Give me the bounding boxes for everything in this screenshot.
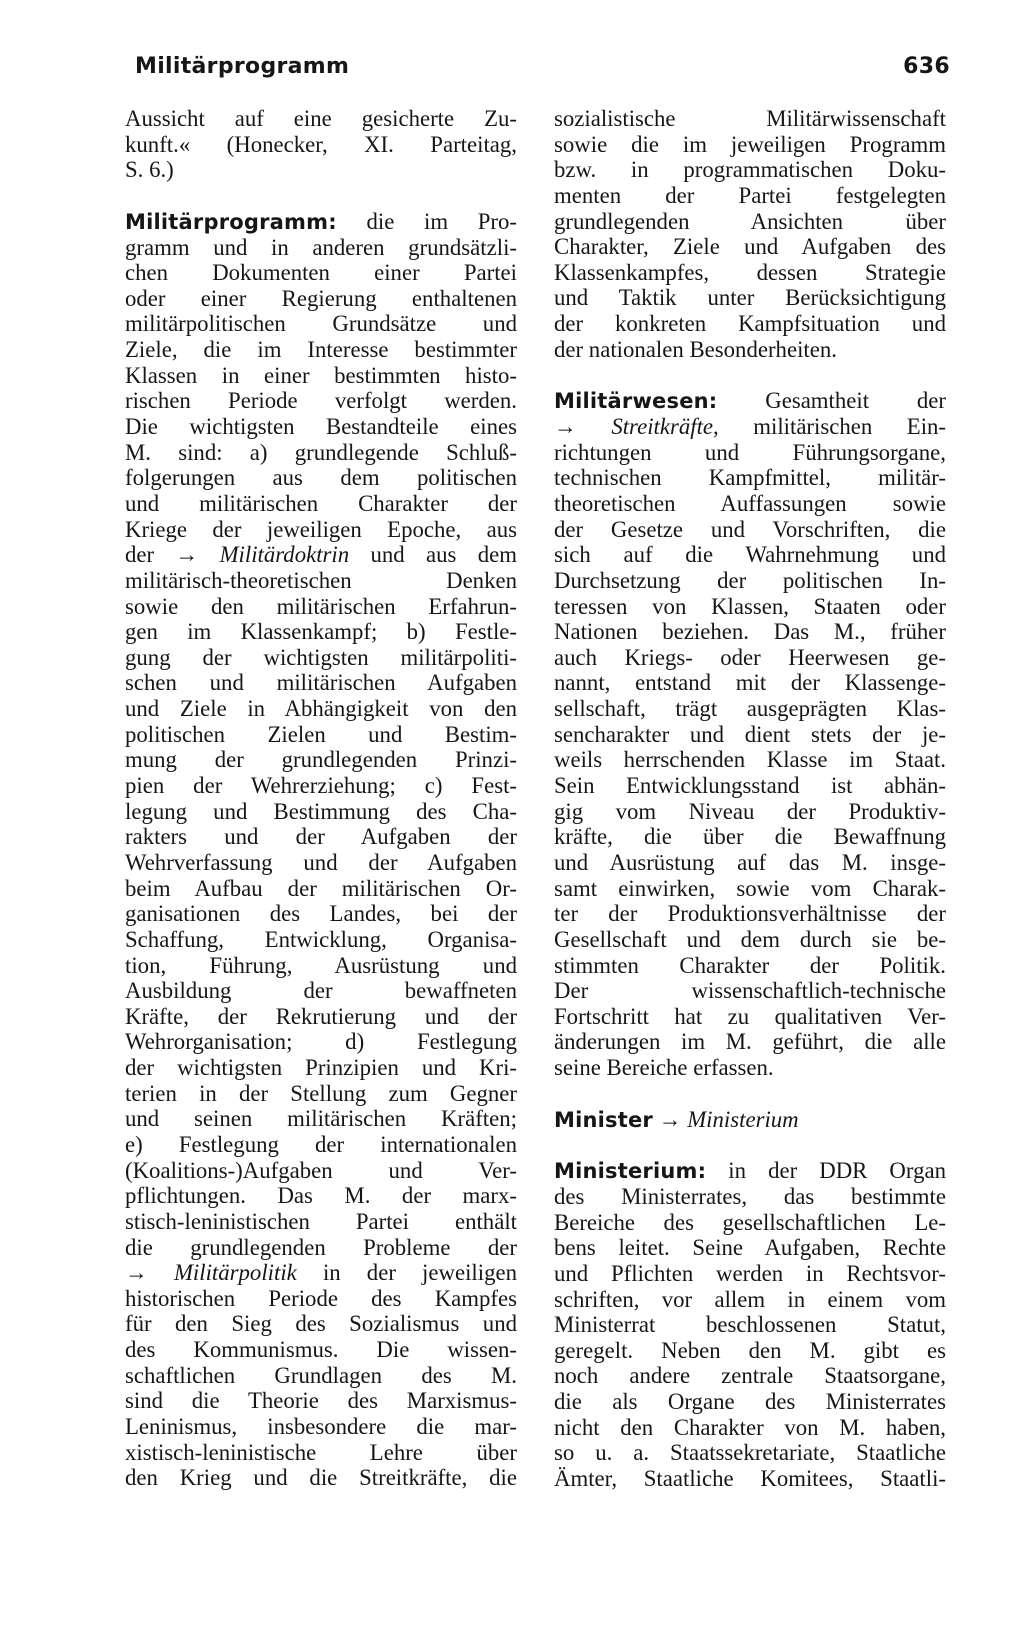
cross-reference-militaerpolitik[interactable]: Militärpolitik [173, 1260, 297, 1286]
text-line: bens leitet. Seine Aufgaben, Rechte [554, 1235, 946, 1261]
text-span: militärischen Ein- [753, 414, 947, 440]
text-line: richtungen und Führungsorgane, [554, 439, 946, 465]
text-line: grundlegenden Ansichten über [554, 208, 946, 234]
text-span: der [125, 542, 155, 568]
text-line: chen Dokumenten einer Partei [125, 260, 517, 286]
text-line: e) Festlegung der internationalen [125, 1131, 517, 1157]
text-line: schen und militärischen Aufgaben [125, 670, 517, 696]
text-line [125, 209, 517, 235]
page-number: 636 [903, 54, 950, 79]
text-line: weils herrschenden Klasse im Staat. [554, 747, 946, 773]
text-line [554, 388, 946, 414]
text-line: und Pflichten werden in Rechtsvor- [554, 1260, 946, 1286]
text-line: Ministerrat beschlossenen Statut, [554, 1312, 946, 1338]
text-line: xistisch-leninistische Lehre über [125, 1439, 517, 1465]
text-span: in der jeweiligen [322, 1260, 517, 1286]
continuation-paragraph [125, 106, 517, 183]
text-line: technischen Kampfmittel, militär- [554, 465, 946, 491]
text-line: Bereiche des gesellschaftlichen Le- [554, 1209, 946, 1235]
text-line: Charakter, Ziele und Aufgaben des [554, 234, 946, 260]
text-line: ter der Produktionsverhältnisse der [554, 901, 946, 927]
text-line: des Ministerrates, das bestimmte [554, 1183, 946, 1209]
headword-militaerprogramm: Militärprogramm: [125, 209, 337, 234]
text-line: (Koalitions-)Aufgaben und Ver- [125, 1157, 517, 1183]
text-span: Gesamtheit der [765, 388, 946, 414]
text-line: M. sind: a) grundlegende Schluß- [125, 439, 517, 465]
headword-ministerium: Ministerium: [554, 1159, 707, 1184]
text-line: kräfte, die über die Bewaffnung [554, 824, 946, 850]
text-line [125, 1260, 517, 1286]
text-line: Gesellschaft und dem durch sie be- [554, 926, 946, 952]
entry-militaerwesen [554, 388, 946, 1080]
text-line: Wehrorganisation; d) Festlegung [125, 1029, 517, 1055]
text-line [125, 542, 517, 568]
text-line: die als Organe des Ministerrates [554, 1389, 946, 1415]
text-span: die im Pro- [366, 208, 518, 234]
text-line: sowie den militärischen Erfahrun- [125, 593, 517, 619]
headword-militaerwesen: Militärwesen: [554, 389, 718, 414]
text-line: so u. a. Staatssekretariate, Staatliche [554, 1440, 946, 1466]
text-line: Der wissenschaftlich-technische [554, 978, 946, 1004]
arrow-right-icon: → [125, 1260, 148, 1286]
text-line: schriften, vor allem in einem vom [554, 1286, 946, 1312]
left-column [125, 106, 517, 1491]
text-line: Ausbildung der bewaffneten [125, 978, 517, 1004]
text-line: rakters und der Aufgaben der [125, 824, 517, 850]
text-line: Kräfte, der Rekrutierung und der [125, 1003, 517, 1029]
text-line: teressen von Klassen, Staaten oder [554, 593, 946, 619]
text-line: sich auf die Wahrnehmung und [554, 542, 946, 568]
continuation-paragraph [554, 106, 946, 362]
text-line: sowie die im jeweiligen Programm [554, 131, 946, 157]
text-line: Ziele, die im Interesse bestimmter [125, 337, 517, 363]
text-line: für den Sieg des Sozialismus und [125, 1311, 517, 1337]
text-line: stisch-leninistischen Partei enthält [125, 1208, 517, 1234]
right-column [554, 106, 946, 1492]
text-line: theoretischen Auffassungen sowie [554, 490, 946, 516]
text-line: Klassenkampfes, dessen Strategie [554, 259, 946, 285]
text-line: sencharakter und dient stets der je- [554, 721, 946, 747]
text-line [554, 1158, 946, 1184]
text-line: beim Aufbau der militärischen Or- [125, 875, 517, 901]
headword-minister: Minister [554, 1107, 653, 1132]
text-line: und seinen militärischen Kräften; [125, 1106, 517, 1132]
text-line: samt einwirken, sowie vom Charak- [554, 875, 946, 901]
text-line: pien der Wehrerziehung; c) Fest- [125, 773, 517, 799]
text-line: änderungen im M. geführt, die alle [554, 1029, 946, 1055]
text-line: terien in der Stellung zum Gegner [125, 1080, 517, 1106]
text-line: gen im Klassenkampf; b) Festle- [125, 619, 517, 645]
text-line: sellschaft, trägt ausgeprägten Klas- [554, 696, 946, 722]
text-line [554, 1107, 946, 1133]
text-line: sind die Theorie des Marxismus- [125, 1388, 517, 1414]
text-line: und Taktik unter Berücksichtigung [554, 285, 946, 311]
text-line: seine Bereiche erfassen. [554, 1055, 774, 1081]
text-line: militärpolitischen Grundsätze und [125, 311, 517, 337]
text-line: ganisationen des Landes, bei der [125, 901, 517, 927]
text-line: legung und Bestimmung des Cha- [125, 798, 517, 824]
text-line: nicht den Charakter von M. haben, [554, 1414, 946, 1440]
text-span: in der DDR Organ [728, 1158, 946, 1184]
cross-reference-ministerium[interactable]: Ministerium [687, 1106, 799, 1132]
text-line: gung der wichtigsten militärpoliti- [125, 644, 517, 670]
arrow-right-icon: → [554, 414, 577, 440]
text-line: der wichtigsten Prinzipien und Kri- [125, 1055, 517, 1081]
text-line: Leninismus, insbesondere die mar- [125, 1414, 517, 1440]
cross-reference-streitkraefte[interactable]: Streitkräfte, [611, 414, 719, 440]
text-line: gig vom Niveau der Produktiv- [554, 798, 946, 824]
text-line: menten der Partei festgelegten [554, 182, 946, 208]
text-line: der nationalen Besonderheiten. [554, 336, 837, 362]
text-line: auch Kriegs- oder Heerwesen ge- [554, 644, 946, 670]
text-line: Kriege der jeweiligen Epoche, aus [125, 516, 517, 542]
text-line: und militärischen Charakter der [125, 490, 517, 516]
text-line: noch andere zentrale Staatsorgane, [554, 1363, 946, 1389]
text-line: bzw. in programmatischen Doku- [554, 157, 946, 183]
text-line: Schaffung, Entwicklung, Organisa- [125, 926, 517, 952]
text-line [554, 414, 946, 440]
text-line: historischen Periode des Kampfes [125, 1285, 517, 1311]
text-line: Aussicht auf eine gesicherte Zu- [125, 106, 517, 131]
text-line: und Ziele in Abhängigkeit von den [125, 696, 517, 722]
text-line: gramm und in anderen grundsätzli- [125, 234, 517, 260]
text-line: sozialistische Militärwissenschaft [554, 106, 946, 131]
text-line: nannt, entstand mit der Klassenge- [554, 670, 946, 696]
text-line: Klassen in einer bestimmten histo- [125, 362, 517, 388]
text-line: pflichtungen. Das M. der marx- [125, 1183, 517, 1209]
entry-militaerprogramm [125, 209, 517, 1491]
running-head-title: Militärprogramm [135, 54, 350, 79]
text-line: oder einer Regierung enthaltenen [125, 285, 517, 311]
text-line: tion, Führung, Ausrüstung und [125, 952, 517, 978]
text-line: mung der grundlegenden Prinzi- [125, 747, 517, 773]
cross-reference-militaerdoktrin[interactable]: Militärdoktrin [219, 542, 350, 568]
text-line: des Kommunismus. Die wissen- [125, 1337, 517, 1363]
text-line: geregelt. Neben den M. gibt es [554, 1337, 946, 1363]
entry-minister [554, 1107, 946, 1133]
text-line: folgerungen aus dem politischen [125, 465, 517, 491]
text-line: der Gesetze und Vorschriften, die [554, 516, 946, 542]
text-line: der konkreten Kampfsituation und [554, 311, 946, 337]
text-line: den Krieg und die Streitkräfte, die [125, 1465, 517, 1491]
text-line: Sein Entwicklungsstand ist abhän- [554, 773, 946, 799]
text-line: Nationen beziehen. Das M., früher [554, 619, 946, 645]
text-line: militärisch-theoretischen Denken [125, 567, 517, 593]
text-line: Fortschritt hat zu qualitativen Ver- [554, 1003, 946, 1029]
text-line: Die wichtigsten Bestandteile eines [125, 414, 517, 440]
entry-ministerium [554, 1158, 946, 1491]
text-line: schaftlichen Grundlagen des M. [125, 1362, 517, 1388]
text-line: die grundlegenden Probleme der [125, 1234, 517, 1260]
arrow-right-icon: → [658, 1106, 682, 1132]
text-line: Wehrverfassung und der Aufgaben [125, 849, 517, 875]
text-line: politischen Zielen und Bestim- [125, 721, 517, 747]
text-line: stimmten Charakter der Politik. [554, 952, 946, 978]
text-line: S. 6.) [125, 157, 174, 183]
text-line: und Ausrüstung auf das M. insge- [554, 849, 946, 875]
text-line: rischen Periode verfolgt werden. [125, 388, 517, 414]
text-line: Durchsetzung der politischen In- [554, 567, 946, 593]
text-line: Ämter, Staatliche Komitees, Staatli- [554, 1466, 946, 1492]
text-line: kunft.« (Honecker, XI. Parteitag, [125, 131, 517, 157]
text-span: und aus dem [370, 542, 517, 568]
arrow-right-icon: → [175, 542, 199, 568]
